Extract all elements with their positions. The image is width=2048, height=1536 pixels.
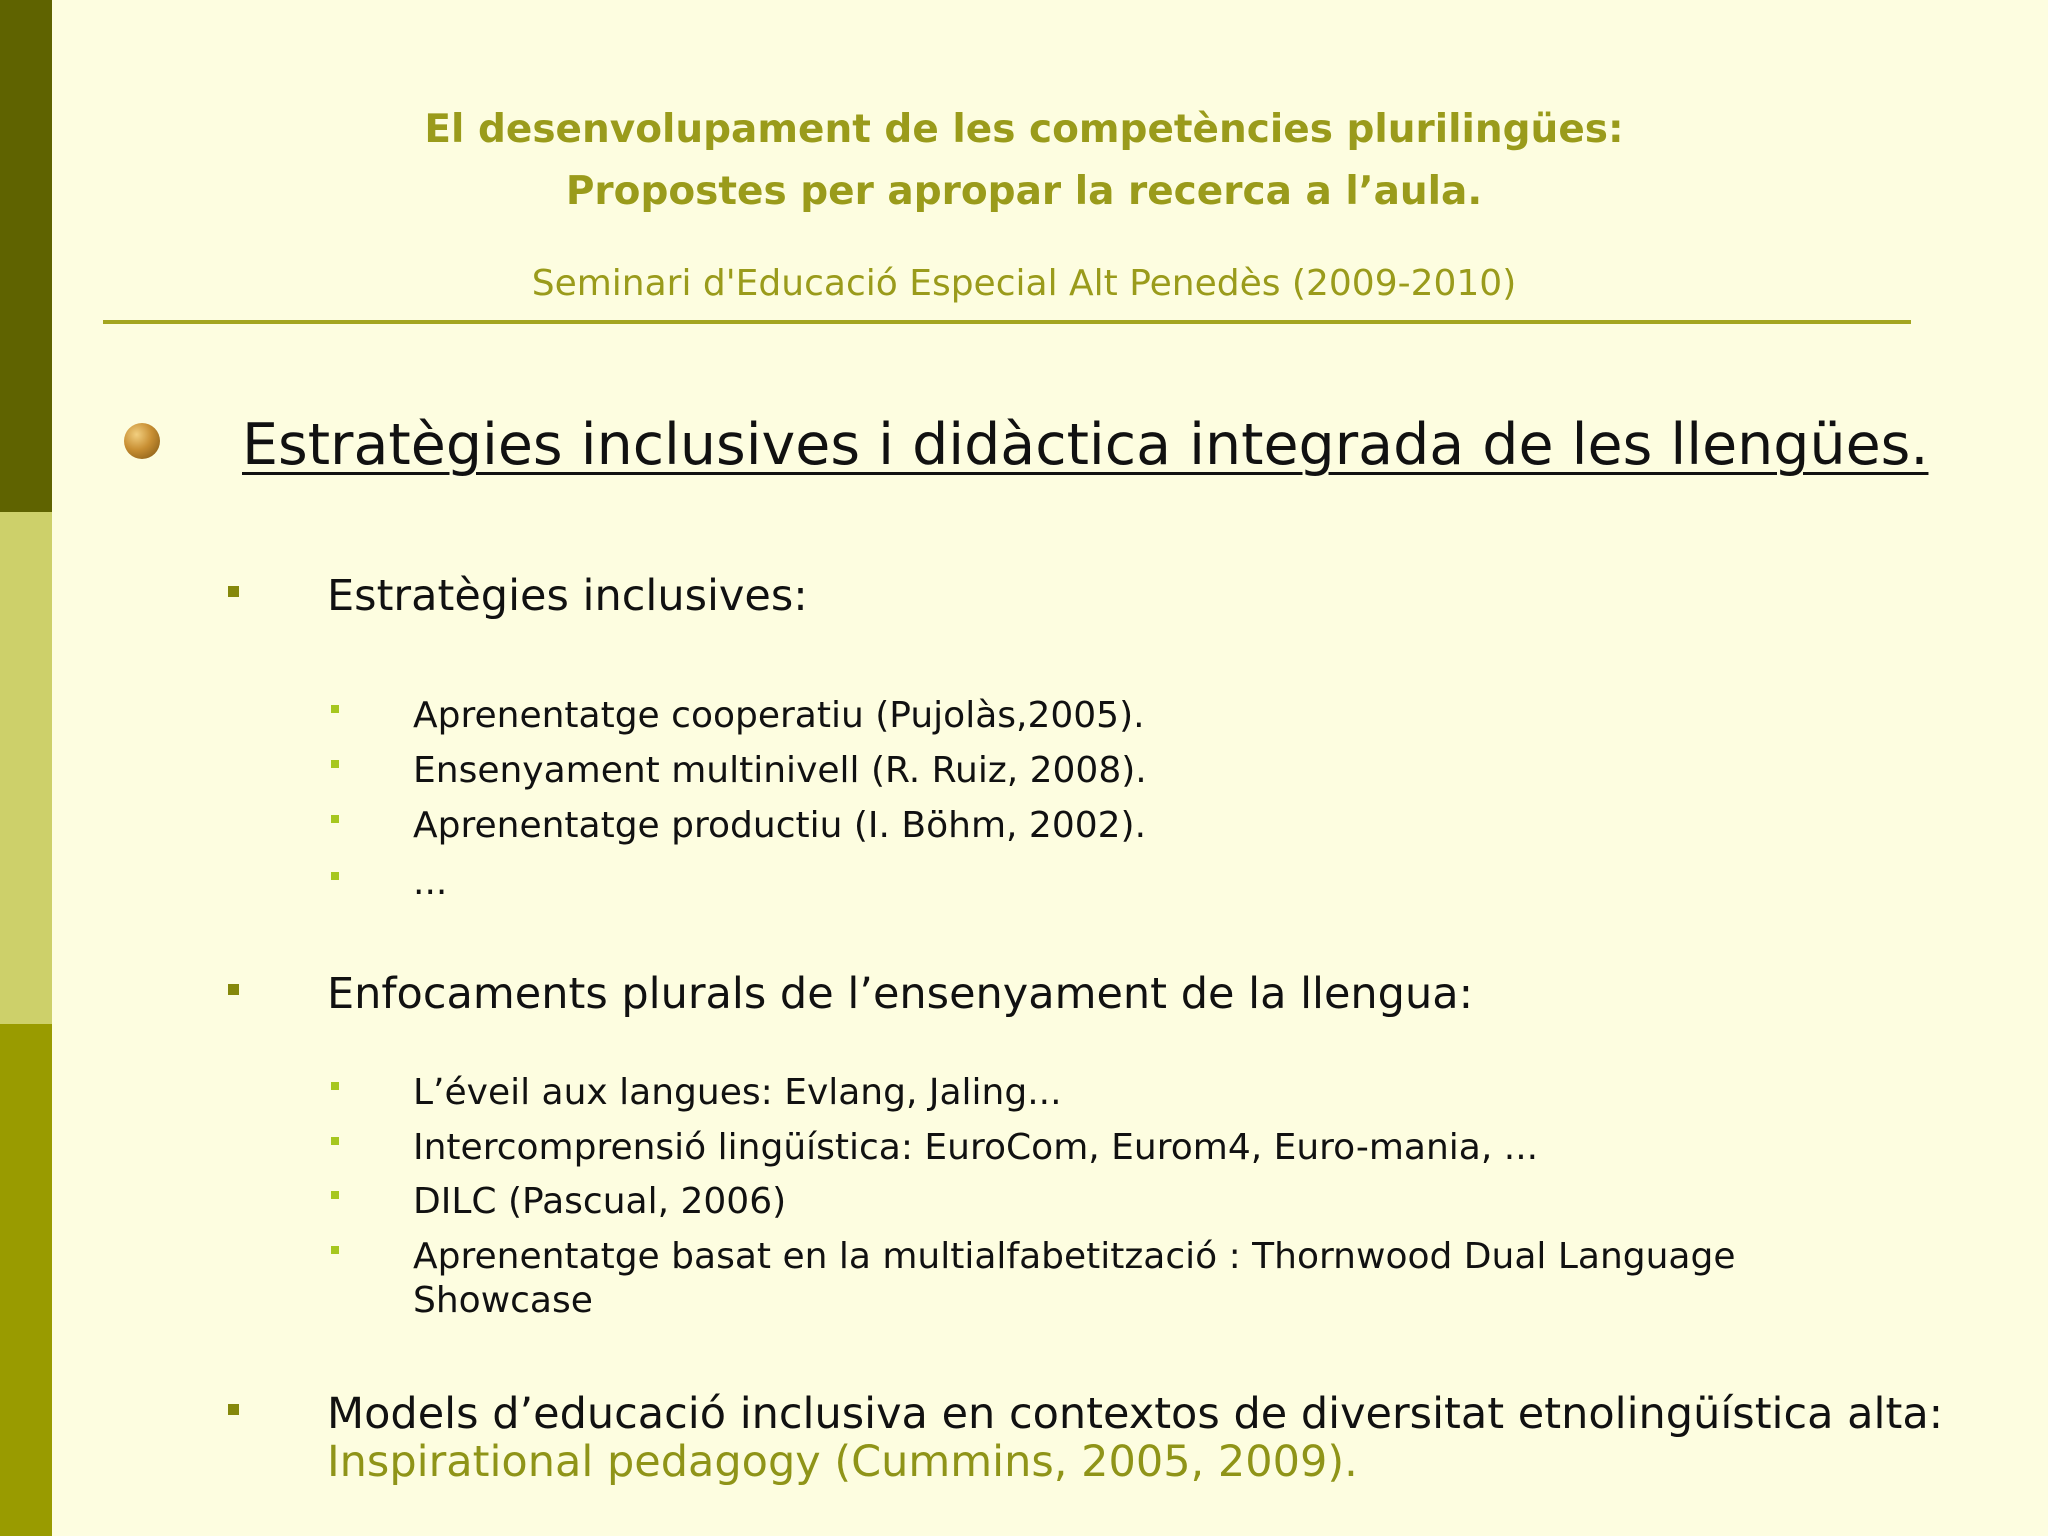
highlight-reference: Inspirational pedagogy (Cummins, 2005, 2009). [327,1437,1358,1487]
small-square-bullet-icon [331,705,339,713]
small-square-bullet-icon [331,815,339,823]
word: Models [327,1389,479,1439]
list-item: Aprenentatge basat en la multialfabetització : Thornwood Dual Language [413,1236,1736,1277]
word: d’educació [492,1389,727,1439]
word: alta: [1847,1389,1944,1439]
header-divider [103,320,1911,324]
small-square-bullet-icon [331,872,339,880]
bronze-sphere-icon [124,423,160,459]
small-square-bullet-icon [331,1191,339,1199]
bullet-label: Enfocaments plurals de l’ensenyament de la llengua: [327,969,1474,1019]
square-bullet-icon [228,984,239,995]
list-item: L’éveil aux langues: Evlang, Jaling... [413,1072,1062,1113]
slide-title-line-2: Propostes per apropar la recerca a l’aula. [565,169,1483,214]
list-item: ... [413,862,448,903]
slide-subtitle: Seminari d'Educació Especial Alt Penedès (2009-2010) [531,263,1517,304]
section-heading: Estratègies inclusives i didàctica integrada de les llengües. [242,412,1929,478]
list-item: Intercomprensió lingüística: EuroCom, Eurom4, Euro-mania, ... [413,1127,1539,1168]
word: en [941,1389,996,1439]
word: contextos [1008,1389,1220,1439]
list-item: Ensenyament multinivell (R. Ruiz, 2008). [413,750,1147,791]
list-item: DILC (Pascual, 2006) [413,1181,787,1222]
square-bullet-icon [228,586,239,597]
list-item: Aprenentatge productiu (I. Böhm, 2002). [413,805,1147,846]
square-bullet-icon [228,1404,239,1415]
small-square-bullet-icon [331,1246,339,1254]
sidebar-band-top [0,0,52,512]
small-square-bullet-icon [331,760,339,768]
word: diversitat [1300,1389,1505,1439]
word: etnolingüística [1517,1389,1834,1439]
word: de [1233,1389,1288,1439]
slide-title-line-1: El desenvolupament de les competències plurilingües: [424,107,1624,152]
small-square-bullet-icon [331,1082,339,1090]
list-item-continuation: Showcase [413,1280,593,1321]
list-item: Aprenentatge cooperatiu (Pujolàs,2005). [413,695,1145,736]
word: inclusiva [739,1389,928,1439]
small-square-bullet-icon [331,1137,339,1145]
sidebar-band-bottom [0,1024,52,1536]
sidebar-band-middle [0,512,52,1024]
bullet-label: Estratègies inclusives: [327,571,808,621]
